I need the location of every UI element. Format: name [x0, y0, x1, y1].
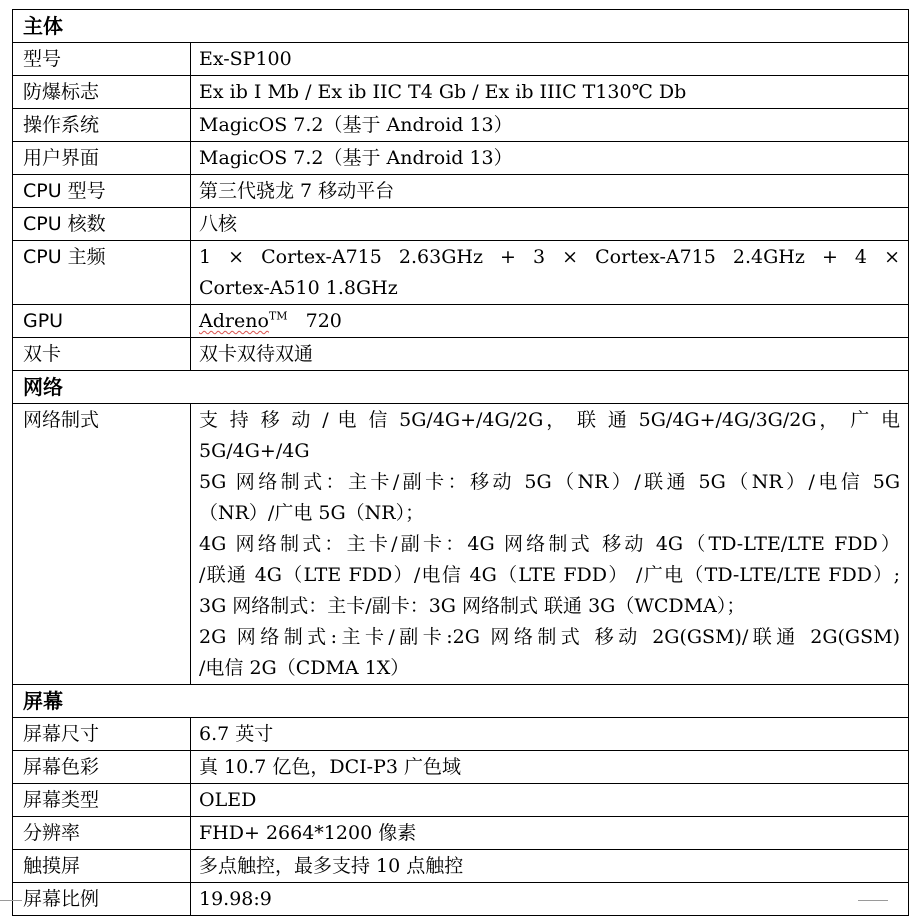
- table-row-explosion-mark: [13, 76, 909, 109]
- touchscreen-value: 多点触控，最多支持 10 点触控: [191, 850, 909, 883]
- section-row-screen: [13, 685, 909, 718]
- screen-size-label: 屏幕尺寸: [13, 718, 191, 751]
- section-row-network: [13, 371, 909, 404]
- network-mode-line: /联通 4G（LTE FDD）/电信 4G（LTE FDD） /广电（TD-LTE/LTE FDD）;: [199, 564, 900, 586]
- section-row-main: [13, 10, 909, 43]
- table-row-os: [13, 109, 909, 142]
- table-row-resolution: [13, 817, 909, 850]
- screen-color-label: 屏幕色彩: [13, 751, 191, 784]
- screen-type-label: 屏幕类型: [13, 784, 191, 817]
- gpu-value: [191, 305, 909, 338]
- network-mode-line: /电信 2G（CDMA 1X）: [199, 657, 410, 679]
- table-row-cpu-model: [13, 175, 909, 208]
- os-value: MagicOS 7.2（基于 Android 13）: [191, 109, 909, 142]
- network-mode-line: 5G/4G+/4G: [199, 440, 310, 462]
- screen-color-value: 真 10.7 亿色，DCI-P3 广色域: [191, 751, 909, 784]
- table-row-screen-size: [13, 718, 909, 751]
- section-title-network: 网络: [13, 371, 909, 404]
- cpu-freq-label: CPU 主频: [13, 241, 191, 305]
- network-mode-line: 2G 网络制式:主卡/副卡:2G 网络制式 移动 2G(GSM)/联通 2G(GSM): [199, 626, 900, 648]
- gpu-version: 720: [305, 310, 342, 332]
- cpu-model-value: 第三代骁龙 7 移动平台: [191, 175, 909, 208]
- cpu-cores-label: CPU 核数: [13, 208, 191, 241]
- table-row-network-mode: [13, 404, 909, 685]
- touchscreen-label: 触摸屏: [13, 850, 191, 883]
- table-row-screen-type: [13, 784, 909, 817]
- dual-sim-label: 双卡: [13, 338, 191, 371]
- gpu-label: GPU: [13, 305, 191, 338]
- table-row-dual-sim: [13, 338, 909, 371]
- gpu-name: Adreno: [199, 310, 269, 332]
- section-title-screen: 屏幕: [13, 685, 909, 718]
- screen-type-value: OLED: [191, 784, 909, 817]
- os-label: 操作系统: [13, 109, 191, 142]
- cpu-cores-value: 八核: [191, 208, 909, 241]
- aspect-ratio-value: 19.98:9: [191, 883, 909, 916]
- explosion-mark-label: 防爆标志: [13, 76, 191, 109]
- network-mode-label: 网络制式: [13, 404, 191, 685]
- cpu-freq-value: [191, 241, 909, 305]
- cpu-freq-line: 1 × Cortex-A715 2.63GHz + 3 × Cortex-A715 2.4GHz + 4 ×: [199, 246, 900, 268]
- resolution-value: FHD+ 2664*1200 像素: [191, 817, 909, 850]
- dual-sim-value: 双卡双待双通: [191, 338, 909, 371]
- table-row-aspect-ratio: [13, 883, 909, 916]
- table-row-touchscreen: [13, 850, 909, 883]
- model-label: 型号: [13, 43, 191, 76]
- explosion-mark-value: Ex ib I Mb / Ex ib IIC T4 Gb / Ex ib IIIC T130℃ Db: [191, 76, 909, 109]
- cpu-model-label: CPU 型号: [13, 175, 191, 208]
- table-row-cpu-freq: [13, 241, 909, 305]
- network-mode-line: （NR）/广电 5G（NR）；: [199, 502, 425, 524]
- screen-size-value: 6.7 英寸: [191, 718, 909, 751]
- network-mode-line: 3G 网络制式：主卡/副卡：3G 网络制式 联通 3G（WCDMA）；: [199, 595, 746, 617]
- table-row-ui: [13, 142, 909, 175]
- network-mode-value: [191, 404, 909, 685]
- ui-value: MagicOS 7.2（基于 Android 13）: [191, 142, 909, 175]
- table-row-gpu: [13, 305, 909, 338]
- network-mode-line: 5G 网络制式：主卡/副卡：移动 5G（NR）/联通 5G（NR）/电信 5G: [199, 471, 900, 493]
- table-row-cpu-cores: [13, 208, 909, 241]
- table-row-model: [13, 43, 909, 76]
- section-title-main: 主体: [13, 10, 909, 43]
- trademark-mark: TM: [268, 309, 288, 323]
- network-mode-line: 4G 网络制式：主卡/副卡：4G 网络制式 移动 4G（TD-LTE/LTE FDD）: [199, 533, 900, 555]
- resolution-label: 分辨率: [13, 817, 191, 850]
- ui-label: 用户界面: [13, 142, 191, 175]
- model-value: Ex-SP100: [191, 43, 909, 76]
- table-row-screen-color: [13, 751, 909, 784]
- aspect-ratio-label: 屏幕比例: [13, 883, 191, 916]
- spec-table: [12, 9, 909, 916]
- cpu-freq-line: Cortex-A510 1.8GHz: [199, 277, 398, 299]
- network-mode-line: 支 持 移 动 / 电 信 5G/4G+/4G/2G， 联 通 5G/4G+/4G/3G/2G， 广 电: [199, 409, 900, 431]
